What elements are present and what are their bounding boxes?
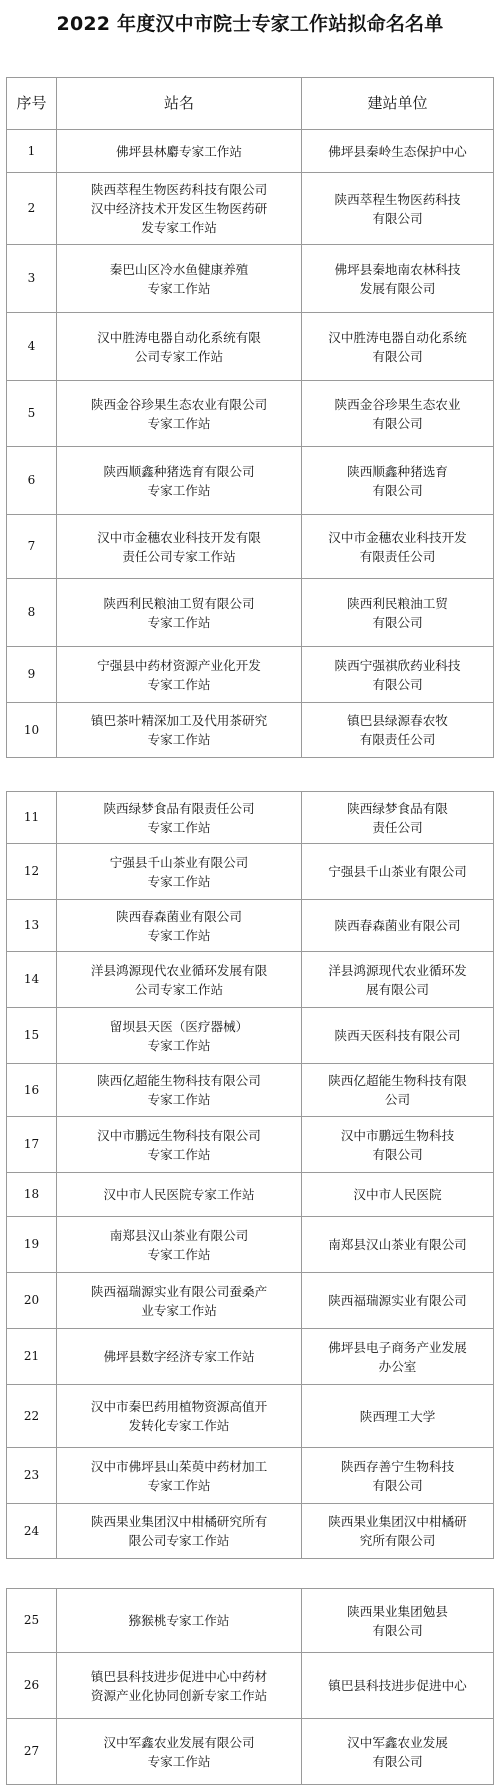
table-row: [7, 900, 494, 952]
host-unit: 佛坪县电子商务产业发展 办公室: [302, 1329, 494, 1385]
station-name: 陕西福瑞源实业有限公司蚕桑产 业专家工作站: [57, 1273, 302, 1329]
roster-table-block-1: [6, 77, 494, 758]
station-name: 汉中军鑫农业发展有限公司 专家工作站: [57, 1719, 302, 1785]
station-name: 镇巴县科技进步促进中心中药材 资源产业化协同创新专家工作站: [57, 1653, 302, 1719]
table-row: [7, 1589, 494, 1653]
table-row: [7, 844, 494, 900]
host-unit: 陕西福瑞源实业有限公司: [302, 1273, 494, 1329]
station-name: 佛坪县林麝专家工作站: [57, 130, 302, 173]
table-row: [7, 647, 494, 703]
station-name: 陕西果业集团汉中柑橘研究所有 限公司专家工作站: [57, 1504, 302, 1559]
host-unit: 佛坪县秦岭生态保护中心: [302, 130, 494, 173]
table-row: [7, 1448, 494, 1504]
table-row: [7, 1504, 494, 1559]
station-name: 汉中胜涛电器自动化系统有限 公司专家工作站: [57, 313, 302, 381]
row-number: 22: [7, 1385, 57, 1448]
row-number: 26: [7, 1653, 57, 1719]
station-name: 陕西金谷珍果生态农业有限公司 专家工作站: [57, 381, 302, 447]
table-row: [7, 381, 494, 447]
row-number: 17: [7, 1117, 57, 1173]
table-row: [7, 1329, 494, 1385]
station-name: 汉中市秦巴药用植物资源高值开 发转化专家工作站: [57, 1385, 302, 1448]
host-unit: 陕西萃程生物医药科技 有限公司: [302, 173, 494, 245]
table-row: [7, 1653, 494, 1719]
table-row: [7, 792, 494, 844]
host-unit: 陕西利民粮油工贸 有限公司: [302, 579, 494, 647]
station-name: 陕西绿梦食品有限责任公司 专家工作站: [57, 792, 302, 844]
host-unit: 陕西亿超能生物科技有限 公司: [302, 1064, 494, 1117]
host-unit: 佛坪县秦地南农林科技 发展有限公司: [302, 245, 494, 313]
row-number: 24: [7, 1504, 57, 1559]
station-name: 陕西春森菌业有限公司 专家工作站: [57, 900, 302, 952]
station-name: 镇巴茶叶精深加工及代用茶研究 专家工作站: [57, 703, 302, 758]
host-unit: 汉中市金穗农业科技开发 有限责任公司: [302, 515, 494, 579]
host-unit: 陕西果业集团勉县 有限公司: [302, 1589, 494, 1653]
table-row: [7, 1217, 494, 1273]
row-number: 18: [7, 1173, 57, 1217]
row-number: 25: [7, 1589, 57, 1653]
station-name: 洋县鸿源现代农业循环发展有限 公司专家工作站: [57, 952, 302, 1008]
table-row: [7, 703, 494, 758]
host-unit: 陕西果业集团汉中柑橘研 究所有限公司: [302, 1504, 494, 1559]
station-name: 汉中市人民医院专家工作站: [57, 1173, 302, 1217]
station-name: 陕西利民粮油工贸有限公司 专家工作站: [57, 579, 302, 647]
station-name: 佛坪县数字经济专家工作站: [57, 1329, 302, 1385]
row-number: 19: [7, 1217, 57, 1273]
table-row: [7, 1385, 494, 1448]
station-name: 宁强县中药材资源产业化开发 专家工作站: [57, 647, 302, 703]
row-number: 2: [7, 173, 57, 245]
row-number: 10: [7, 703, 57, 758]
row-number: 15: [7, 1008, 57, 1064]
table-row: [7, 515, 494, 579]
row-number: 11: [7, 792, 57, 844]
host-unit: 陕西存善宁生物科技 有限公司: [302, 1448, 494, 1504]
host-unit: 洋县鸿源现代农业循环发 展有限公司: [302, 952, 494, 1008]
table-row: [7, 1273, 494, 1329]
roster-table-block-3: [6, 1588, 494, 1785]
roster-table-block-2: [6, 791, 494, 1559]
table-row: [7, 952, 494, 1008]
header-host-unit: 建站单位: [302, 78, 494, 130]
table-row: [7, 447, 494, 515]
host-unit: 陕西春森菌业有限公司: [302, 900, 494, 952]
station-name: 陕西亿超能生物科技有限公司 专家工作站: [57, 1064, 302, 1117]
row-number: 16: [7, 1064, 57, 1117]
host-unit: 陕西理工大学: [302, 1385, 494, 1448]
table-row: [7, 245, 494, 313]
host-unit: 陕西宁强祺欣药业科技 有限公司: [302, 647, 494, 703]
row-number: 9: [7, 647, 57, 703]
host-unit: 汉中胜涛电器自动化系统 有限公司: [302, 313, 494, 381]
row-number: 3: [7, 245, 57, 313]
row-number: 4: [7, 313, 57, 381]
row-number: 23: [7, 1448, 57, 1504]
station-name: 秦巴山区冷水鱼健康养殖 专家工作站: [57, 245, 302, 313]
row-number: 13: [7, 900, 57, 952]
station-name: 陕西顺鑫种猪选育有限公司 专家工作站: [57, 447, 302, 515]
row-number: 21: [7, 1329, 57, 1385]
table-row: [7, 1064, 494, 1117]
table-row: [7, 1173, 494, 1217]
row-number: 7: [7, 515, 57, 579]
table-row: [7, 313, 494, 381]
host-unit: 陕西天医科技有限公司: [302, 1008, 494, 1064]
header-no: 序号: [7, 78, 57, 130]
row-number: 12: [7, 844, 57, 900]
host-unit: 陕西绿梦食品有限 责任公司: [302, 792, 494, 844]
host-unit: 宁强县千山茶业有限公司: [302, 844, 494, 900]
station-name: 猕猴桃专家工作站: [57, 1589, 302, 1653]
document-title: 2022 年度汉中市院士专家工作站拟命名名单: [56, 13, 444, 35]
host-unit: 南郑县汉山茶业有限公司: [302, 1217, 494, 1273]
table-row: [7, 1008, 494, 1064]
table-header-row: [7, 78, 494, 130]
host-unit: 陕西金谷珍果生态农业 有限公司: [302, 381, 494, 447]
row-number: 27: [7, 1719, 57, 1785]
row-number: 8: [7, 579, 57, 647]
row-number: 6: [7, 447, 57, 515]
host-unit: 陕西顺鑫种猪选育 有限公司: [302, 447, 494, 515]
station-name: 南郑县汉山茶业有限公司 专家工作站: [57, 1217, 302, 1273]
station-name: 汉中市金穗农业科技开发有限 责任公司专家工作站: [57, 515, 302, 579]
table-row: [7, 579, 494, 647]
row-number: 5: [7, 381, 57, 447]
row-number: 20: [7, 1273, 57, 1329]
table-row: [7, 173, 494, 245]
station-name: 宁强县千山茶业有限公司 专家工作站: [57, 844, 302, 900]
host-unit: 汉中市人民医院: [302, 1173, 494, 1217]
station-name: 汉中市鹏远生物科技有限公司 专家工作站: [57, 1117, 302, 1173]
row-number: 1: [7, 130, 57, 173]
host-unit: 镇巴县科技进步促进中心: [302, 1653, 494, 1719]
row-number: 14: [7, 952, 57, 1008]
station-name: 汉中市佛坪县山茱萸中药材加工 专家工作站: [57, 1448, 302, 1504]
station-name: 留坝县天医（医疗器械） 专家工作站: [57, 1008, 302, 1064]
table-row: [7, 1719, 494, 1785]
table-row: [7, 130, 494, 173]
station-name: 陕西萃程生物医药科技有限公司 汉中经济技术开发区生物医药研 发专家工作站: [57, 173, 302, 245]
table-row: [7, 1117, 494, 1173]
header-station-name: 站名: [57, 78, 302, 130]
host-unit: 汉中市鹏远生物科技 有限公司: [302, 1117, 494, 1173]
host-unit: 镇巴县绿源春农牧 有限责任公司: [302, 703, 494, 758]
host-unit: 汉中军鑫农业发展 有限公司: [302, 1719, 494, 1785]
